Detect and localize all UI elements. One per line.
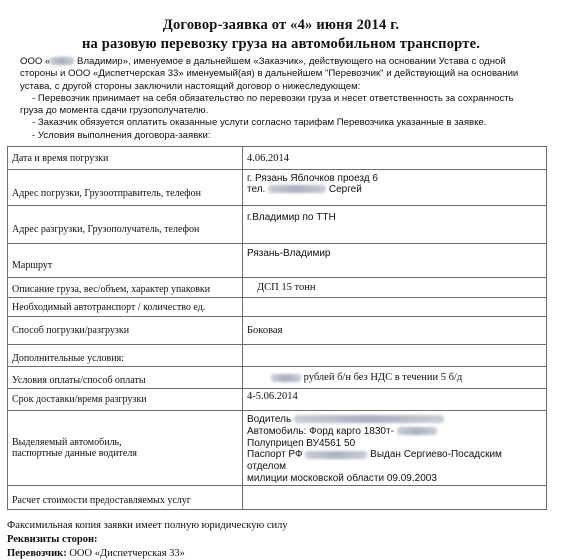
row-value (243, 345, 547, 367)
redacted-plate (397, 427, 437, 435)
party-details-heading: Реквизиты сторон: (7, 534, 98, 545)
row-label: Адрес разгрузки, Грузополучатель, телефон (8, 206, 243, 244)
intro-line (20, 56, 548, 68)
row-label: Срок доставки/время разгрузки (8, 389, 243, 411)
intro-line: - Перевозчик принимает на себя обязательство по перевозки груза и несет ответственность за сохранность (32, 92, 514, 104)
row-value (243, 298, 547, 317)
driver-label: Водитель (247, 414, 292, 425)
intro-line: устава, с другой стороны заключили настоящий договор о нижеследующем: (20, 80, 361, 92)
row-label: Выделяемый автомобиль, паспортные данные водителя (8, 411, 243, 486)
table-row (8, 345, 547, 367)
row-value: 4.06.2014 (243, 147, 547, 170)
passport-issuer-line: милиции московской области 09.09.2003 (247, 472, 437, 484)
row-label: Описание груза, вес/объем, характер упаковки (8, 278, 243, 298)
intro-line: груза до момента сдачи грузополучателю. (20, 105, 209, 117)
table-row (8, 147, 547, 170)
driver-line (247, 414, 542, 426)
intro-text: Владимир», именуемое в дальнейшем «Заказчик», действующего на основании Устава с одной (74, 56, 506, 67)
row-value (243, 485, 547, 509)
redacted-driver-name (294, 415, 444, 423)
redacted-passport-number (305, 451, 367, 459)
carrier-label: Перевозчик: (7, 548, 67, 559)
table-row (8, 298, 547, 317)
intro-line: - Условия выполнения договора-заявки: (32, 129, 211, 141)
row-label: Условия оплаты/способ оплаты (8, 367, 243, 389)
row-value: г.Владимир по ТТН (243, 206, 547, 244)
row-value: Боковая (243, 317, 547, 345)
carrier-name: ООО «Диспетчерская 33» (66, 548, 185, 559)
trailer-line: Полуприцеп ВУ4561 50 (247, 437, 356, 449)
intro-line: - Заказчик обязуется оплатить оказанные услуги согласно тарифам Перевозчика указанные в заявке. (32, 117, 487, 129)
vehicle-model: Автомобиль: Форд карго 1830т- (247, 425, 394, 437)
table-row (8, 411, 547, 486)
table-row (8, 206, 547, 244)
row-label: Необходимый автотранспорт / количество ед. (8, 298, 243, 317)
table-row (8, 278, 547, 298)
row-label: Расчет стоимости предоставляемых услуг (8, 485, 243, 509)
passport-line (247, 449, 542, 473)
row-value: ДСП 15 тонн (243, 278, 547, 298)
document-title: Договор-заявка от «4» июня 2014 г. (162, 17, 400, 33)
loading-contact (247, 184, 542, 195)
contract-intro (20, 56, 548, 142)
vehicle-line (247, 426, 542, 438)
table-row (8, 244, 547, 278)
phone-label: тел. (247, 184, 266, 195)
document-subtitle: на разовую перевозку груза на автомобильном транспорте. (81, 36, 481, 52)
table-row (8, 485, 547, 509)
passport-issuer: Выдан Сергиево-Посадским отделом (247, 449, 502, 473)
contact-name: Сергей (328, 184, 362, 195)
table-row (8, 389, 547, 411)
table-row (8, 170, 547, 206)
table-row (8, 317, 547, 345)
redacted-phone (268, 185, 326, 193)
redacted-amount (271, 374, 301, 382)
carrier-line (7, 548, 547, 559)
row-value (243, 367, 547, 389)
intro-text: ООО « (20, 56, 51, 67)
row-value (243, 170, 547, 206)
fax-copy-note: Факсимильная копия заявки имеет полную юридическую силу (7, 520, 288, 531)
loading-address: г. Рязань Яблочков проезд 6 (247, 173, 378, 184)
row-label: Маршрут (8, 244, 243, 278)
row-value: Рязань-Владимир (243, 244, 547, 278)
row-label: Дополнительные условия: (8, 345, 243, 367)
order-conditions-table (7, 146, 547, 510)
intro-line: стороны и ООО «Диспетчерская 33» именуемый(ая) в дальнейшем "Перевозчик" и действующий на основании (20, 68, 519, 80)
driver-details (243, 411, 547, 486)
row-label: Адрес погрузки, Грузоотправитель, телефон (8, 170, 243, 206)
row-label: Способ погрузки/разгрузки (8, 317, 243, 345)
table-row (8, 367, 547, 389)
payment-terms: рублей б/н без НДС в течении 5 б/д (303, 372, 463, 383)
passport-label: Паспорт РФ (247, 449, 303, 461)
row-label: Дата и время погрузки (8, 147, 243, 170)
redacted-company-name (50, 57, 74, 65)
row-value: 4-5.06.2014 (243, 389, 547, 411)
